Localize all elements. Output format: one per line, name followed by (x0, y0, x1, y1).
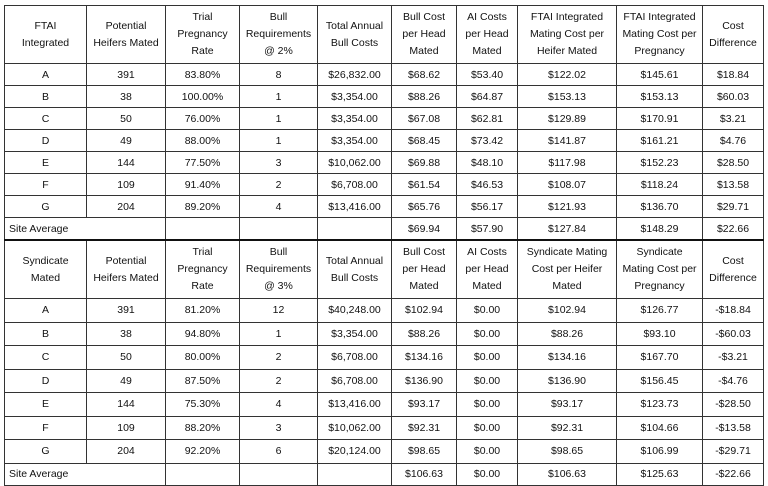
table-cell: $60.03 (703, 86, 764, 108)
syndicate-section (5, 240, 764, 485)
table-cell: $123.73 (617, 393, 703, 417)
column-header-line: Mating Cost per (529, 28, 605, 40)
table-cell: $122.02 (518, 64, 617, 86)
column-header-line: Trial (192, 11, 213, 23)
table-cell: $3,354.00 (318, 108, 392, 130)
table-cell: -$60.03 (703, 322, 764, 346)
table-cell: $106.99 (617, 440, 703, 464)
table-row (5, 416, 764, 440)
table-cell: $0.00 (457, 322, 518, 346)
column-header-line: Mated (409, 280, 439, 292)
table-cell: $136.70 (617, 196, 703, 218)
table-cell: 109 (87, 416, 166, 440)
table-cell: $0.00 (457, 416, 518, 440)
table-cell: $92.31 (392, 416, 457, 440)
column-header-line: Heifers Mated (93, 271, 159, 284)
site-label: D (5, 369, 87, 393)
table-cell: 144 (87, 152, 166, 174)
table-cell (166, 218, 240, 241)
table-cell: -$28.50 (703, 393, 764, 417)
table-cell (240, 463, 318, 485)
table-cell: $148.29 (617, 218, 703, 241)
column-header-line: AI Costs (467, 11, 507, 23)
site-average-row (5, 463, 764, 485)
table-cell (166, 463, 240, 485)
table-cell: 1 (240, 130, 318, 152)
table-cell: $170.91 (617, 108, 703, 130)
column-header-line: Bull (269, 11, 288, 23)
column-header-line: Mated (472, 45, 502, 57)
table-row (5, 393, 764, 417)
table-cell: $161.21 (617, 130, 703, 152)
table-cell: $93.17 (392, 393, 457, 417)
table-row (5, 369, 764, 393)
column-header (617, 6, 703, 64)
table-cell: $0.00 (457, 369, 518, 393)
table-cell: $28.50 (703, 152, 764, 174)
table-cell: 80.00% (166, 346, 240, 370)
table-cell: $134.16 (518, 346, 617, 370)
column-header-line: Difference (709, 271, 757, 284)
column-header-line: Requirements (245, 263, 312, 275)
table-cell: $88.26 (518, 322, 617, 346)
column-header-line: Total Annual (325, 19, 384, 32)
column-header-line: Total Annual (325, 254, 384, 267)
table-row (5, 299, 764, 323)
table-cell: 83.80% (166, 64, 240, 86)
table-row (5, 64, 764, 86)
site-label: A (5, 64, 87, 86)
table-cell: $93.17 (518, 393, 617, 417)
table-cell: $61.54 (392, 174, 457, 196)
table-cell: 2 (240, 174, 318, 196)
table-cell: $48.10 (457, 152, 518, 174)
column-header (392, 6, 457, 64)
column-header-line: Cost per Heifer (531, 263, 603, 275)
table-cell: 81.20% (166, 299, 240, 323)
table-cell: $69.88 (392, 152, 457, 174)
table-cell: $98.65 (518, 440, 617, 464)
table-cell: $98.65 (392, 440, 457, 464)
table-cell: $46.53 (457, 174, 518, 196)
table-row (5, 130, 764, 152)
column-header-line: Trial (192, 246, 213, 258)
table-cell: -$18.84 (703, 299, 764, 323)
column-header (240, 6, 318, 64)
table-cell: $64.87 (457, 86, 518, 108)
table-cell: $93.10 (617, 322, 703, 346)
table-cell: $117.98 (518, 152, 617, 174)
table-cell: 109 (87, 174, 166, 196)
table-cell: 4 (240, 393, 318, 417)
table-row (5, 322, 764, 346)
table-cell: $67.08 (392, 108, 457, 130)
table-cell (240, 218, 318, 241)
table-cell: $153.13 (617, 86, 703, 108)
table-cell: $88.26 (392, 86, 457, 108)
table-cell: $108.07 (518, 174, 617, 196)
table-cell: -$4.76 (703, 369, 764, 393)
column-header-line: Mated (472, 280, 502, 292)
site-label: F (5, 174, 87, 196)
column-header-line: Integrated (21, 36, 70, 49)
column-header-line: Syndicate (636, 246, 683, 258)
table-cell: 89.20% (166, 196, 240, 218)
table-row (5, 108, 764, 130)
table-cell: 204 (87, 440, 166, 464)
site-average-row (5, 218, 764, 241)
table-cell: $167.70 (617, 346, 703, 370)
table-cell: 77.50% (166, 152, 240, 174)
table-cell: $65.76 (392, 196, 457, 218)
column-header-line: Bull Costs (330, 36, 379, 49)
table-cell: $126.77 (617, 299, 703, 323)
table-cell: 3 (240, 152, 318, 174)
table-cell: $62.81 (457, 108, 518, 130)
table-cell: $57.90 (457, 218, 518, 241)
table-cell: $129.89 (518, 108, 617, 130)
site-average-label: Site Average (5, 218, 166, 241)
column-header (5, 6, 87, 64)
column-header-line: Difference (709, 36, 757, 49)
site-label: G (5, 196, 87, 218)
table-cell: $134.16 (392, 346, 457, 370)
table-cell: $136.90 (518, 369, 617, 393)
site-label: B (5, 86, 87, 108)
table-cell: 1 (240, 322, 318, 346)
table-cell: -$22.66 (703, 463, 764, 485)
table-cell: $29.71 (703, 196, 764, 218)
table-cell: 50 (87, 108, 166, 130)
table-cell: $118.24 (617, 174, 703, 196)
column-header-line: Bull Costs (330, 271, 379, 284)
site-label: G (5, 440, 87, 464)
site-label: F (5, 416, 87, 440)
column-header-line: Heifers Mated (93, 36, 159, 49)
table-cell: -$3.21 (703, 346, 764, 370)
table-cell: $4.76 (703, 130, 764, 152)
column-header (703, 6, 764, 64)
site-label: D (5, 130, 87, 152)
table-cell: $73.42 (457, 130, 518, 152)
column-header-line: Mated (30, 271, 61, 284)
table-row (5, 196, 764, 218)
table-cell: $152.23 (617, 152, 703, 174)
table-row (5, 440, 764, 464)
table-cell: 1 (240, 108, 318, 130)
table-cell: 2 (240, 369, 318, 393)
column-header-line: Syndicate Mating (526, 246, 608, 258)
table-row (5, 86, 764, 108)
table-cell: $13.58 (703, 174, 764, 196)
table-cell: 4 (240, 196, 318, 218)
table-cell: $3,354.00 (318, 130, 392, 152)
column-header-line: Bull Cost (402, 11, 445, 23)
column-header (5, 240, 87, 299)
table-cell: $6,708.00 (318, 174, 392, 196)
column-header (240, 240, 318, 299)
column-header-line: Requirements (245, 28, 312, 40)
table-row (5, 346, 764, 370)
column-header (518, 6, 617, 64)
table-cell: $104.66 (617, 416, 703, 440)
column-header-line: Cost (722, 254, 744, 267)
table-cell: $102.94 (392, 299, 457, 323)
syndicate-header-row (5, 240, 764, 299)
column-header-line: Potential (105, 19, 147, 32)
column-header-line: Syndicate (22, 254, 69, 267)
column-header (703, 240, 764, 299)
table-cell: 100.00% (166, 86, 240, 108)
column-header-line: Rate (191, 45, 214, 57)
table-cell: $0.00 (457, 299, 518, 323)
column-header-line: FTAI (34, 19, 57, 32)
column-header (457, 240, 518, 299)
table-cell: $26,832.00 (318, 64, 392, 86)
column-header-line: FTAI Integrated (623, 11, 696, 23)
table-cell: 75.30% (166, 393, 240, 417)
table-cell: $125.63 (617, 463, 703, 485)
table-cell: $6,708.00 (318, 369, 392, 393)
table-cell: $3,354.00 (318, 86, 392, 108)
table-cell: 92.20% (166, 440, 240, 464)
column-header-line: Potential (105, 254, 147, 267)
column-header (617, 240, 703, 299)
table-cell: $92.31 (518, 416, 617, 440)
table-cell: $102.94 (518, 299, 617, 323)
table-cell: 87.50% (166, 369, 240, 393)
column-header-line: Mated (552, 280, 582, 292)
table-cell: 391 (87, 299, 166, 323)
table-cell: $3,354.00 (318, 322, 392, 346)
column-header-line: Pregnancy (177, 263, 228, 275)
table-cell: $121.93 (518, 196, 617, 218)
table-cell: 91.40% (166, 174, 240, 196)
table-cell: $0.00 (457, 346, 518, 370)
site-label: E (5, 152, 87, 174)
table-row (5, 152, 764, 174)
table-cell: $127.84 (518, 218, 617, 241)
table-cell: $53.40 (457, 64, 518, 86)
table-cell: $0.00 (457, 463, 518, 485)
table-cell: 391 (87, 64, 166, 86)
column-header-line: per Head (465, 263, 509, 275)
table-cell: $3.21 (703, 108, 764, 130)
table-cell: 88.20% (166, 416, 240, 440)
column-header-line: Cost (722, 19, 744, 32)
column-header-line: FTAI Integrated (530, 11, 604, 23)
column-header-line: Mating Cost per (622, 28, 697, 40)
site-label: E (5, 393, 87, 417)
column-header-line: Mating Cost per (622, 263, 697, 275)
column-header-line: Heifer Mated (536, 45, 598, 57)
table-cell: $69.94 (392, 218, 457, 241)
column-header-line: Rate (191, 280, 214, 292)
table-cell: $10,062.00 (318, 416, 392, 440)
column-header (87, 6, 166, 64)
site-label: A (5, 299, 87, 323)
table-cell: 49 (87, 369, 166, 393)
table-cell: $141.87 (518, 130, 617, 152)
column-header-line: Pregnancy (634, 280, 685, 292)
table-cell: $10,062.00 (318, 152, 392, 174)
site-label: B (5, 322, 87, 346)
table-cell: 50 (87, 346, 166, 370)
table-cell: 204 (87, 196, 166, 218)
column-header (318, 240, 392, 299)
table-cell: $136.90 (392, 369, 457, 393)
table-cell: 3 (240, 416, 318, 440)
column-header-line: per Head (465, 28, 509, 40)
table-cell: $106.63 (392, 463, 457, 485)
column-header (518, 240, 617, 299)
table-cell: $18.84 (703, 64, 764, 86)
table-cell: $13,416.00 (318, 196, 392, 218)
table-cell: 1 (240, 86, 318, 108)
column-header-line: Bull (269, 246, 288, 258)
column-header-line: per Head (402, 28, 446, 40)
table-cell: 6 (240, 440, 318, 464)
table-cell: 12 (240, 299, 318, 323)
site-label: C (5, 346, 87, 370)
column-header-line: Pregnancy (177, 28, 228, 40)
column-header-line: @ 2% (264, 45, 293, 57)
table-cell: 8 (240, 64, 318, 86)
table-cell: 88.00% (166, 130, 240, 152)
table-cell (318, 463, 392, 485)
table-cell: 38 (87, 322, 166, 346)
column-header (392, 240, 457, 299)
table-cell: $22.66 (703, 218, 764, 241)
table-cell: $106.63 (518, 463, 617, 485)
column-header-line: Mated (409, 45, 439, 57)
site-label: C (5, 108, 87, 130)
table-cell: 76.00% (166, 108, 240, 130)
ftai-section (5, 6, 764, 241)
column-header-line: @ 3% (264, 280, 293, 292)
site-average-label: Site Average (5, 463, 166, 485)
column-header (87, 240, 166, 299)
table-cell: $68.62 (392, 64, 457, 86)
table-cell: 38 (87, 86, 166, 108)
table-cell: $88.26 (392, 322, 457, 346)
table-cell: 144 (87, 393, 166, 417)
column-header-line: Bull Cost (402, 246, 445, 258)
table-cell: -$13.58 (703, 416, 764, 440)
table-cell (318, 218, 392, 241)
table-cell: $156.45 (617, 369, 703, 393)
column-header (318, 6, 392, 64)
column-header (457, 6, 518, 64)
table-cell: -$29.71 (703, 440, 764, 464)
column-header-line: AI Costs (467, 246, 507, 258)
table-cell: $0.00 (457, 440, 518, 464)
table-row (5, 174, 764, 196)
ftai-header-row (5, 6, 764, 64)
table-cell: $153.13 (518, 86, 617, 108)
cost-comparison-table (4, 5, 764, 486)
table-cell: 49 (87, 130, 166, 152)
table-cell: $20,124.00 (318, 440, 392, 464)
column-header-line: Pregnancy (634, 45, 685, 57)
table-cell: $6,708.00 (318, 346, 392, 370)
table-cell: $56.17 (457, 196, 518, 218)
column-header-line: per Head (402, 263, 446, 275)
column-header (166, 6, 240, 64)
table-cell: $0.00 (457, 393, 518, 417)
table-cell: $13,416.00 (318, 393, 392, 417)
table-cell: $40,248.00 (318, 299, 392, 323)
table-cell: 2 (240, 346, 318, 370)
table-cell: $145.61 (617, 64, 703, 86)
table-cell: 94.80% (166, 322, 240, 346)
table-cell: $68.45 (392, 130, 457, 152)
column-header (166, 240, 240, 299)
